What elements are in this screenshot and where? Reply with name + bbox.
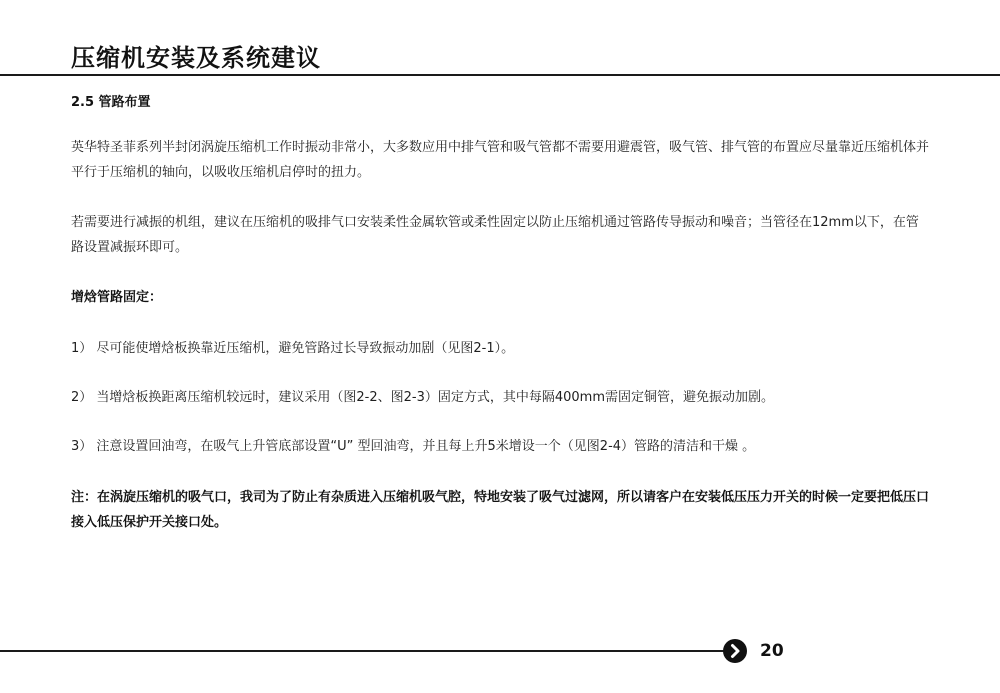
subheading-enthalpy-pipe: 增焓管路固定：: [71, 290, 163, 305]
header-divider: [0, 74, 1000, 76]
list-item-1: 1） 尽可能使增焓板换靠近压缩机，避免管路过长导致振动加剧（见图2-1）。: [71, 341, 515, 356]
paragraph-damping: 若需要进行减振的机组，建议在压缩机的吸排气口安装柔性金属软管或柔性固定以防止压缩机通过管路传导振动和噪音；当管径在12mm以下，在管路设置减振环即可。: [71, 215, 919, 255]
list-item-3: 3） 注意设置回油弯，在吸气上升管底部设置“U” 型回油弯，并且每上升5米增设一个（见图2-4）管路的清洁和干燥 。: [71, 439, 756, 454]
chevron-right-circle-icon: [723, 639, 747, 663]
section-heading: 2.5 管路布置: [71, 95, 151, 110]
page-number: 20: [760, 641, 784, 661]
paragraph-intro: 英华特圣菲系列半封闭涡旋压缩机工作时振动非常小，大多数应用中排气管和吸气管都不需要用避震管，吸气管、排气管的布置应尽量靠近压缩机体并平行于压缩机的轴向，以吸收压缩机启停时的扭力。: [71, 140, 930, 180]
note-paragraph: 注：在涡旋压缩机的吸气口，我司为了防止有杂质进入压缩机吸气腔，特地安装了吸气过滤网，所以请客户在安装低压压力开关的时候一定要把低压口接入低压保护开关接口处。: [71, 490, 930, 530]
list-item-2: 2） 当增焓板换距离压缩机较远时，建议采用（图2-2、图2-3）固定方式，其中每隔400mm需固定铜管，避免振动加剧。: [71, 390, 775, 405]
page-title: 压缩机安装及系统建议: [71, 44, 321, 72]
footer-divider: [0, 650, 730, 652]
